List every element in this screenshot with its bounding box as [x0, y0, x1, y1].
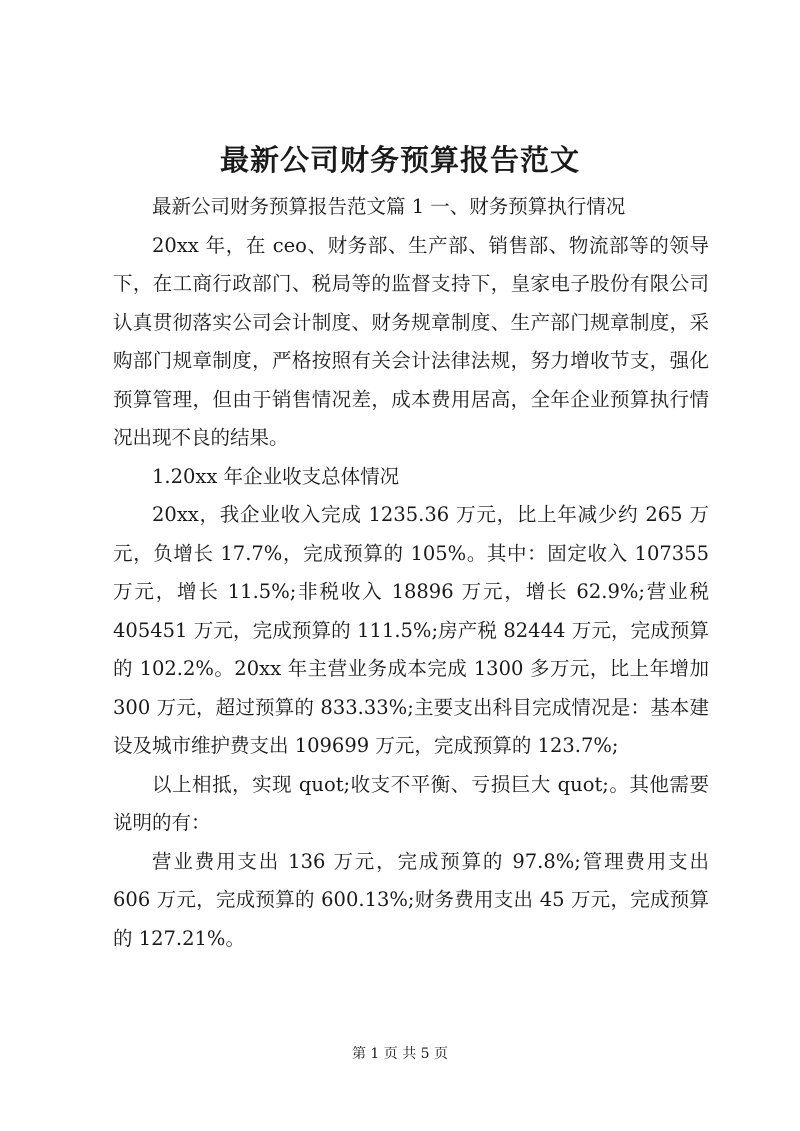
document-body [113, 188, 709, 958]
paragraph-balance-summary: 以上相抵，实现 quot;收支不平衡、亏损巨大 quot;。其他需要说明的有： [113, 772, 709, 834]
document-title: 最新公司财务预算报告范文 [219, 143, 580, 177]
page-number: 第 1 页 共 5 页 [351, 1046, 449, 1062]
paragraph-expense-details: 营业费用支出 136 万元，完成预算的 97.8%;管理费用支出 606 万元，完成预算的 600.13%;财务费用支出 45 万元，完成预算的 127.21%。 [113, 849, 709, 950]
paragraph-section-heading: 最新公司财务预算报告范文篇 1 一、财务预算执行情况 [152, 195, 626, 218]
paragraph-subheading-income-expense: 1.20xx 年企业收支总体情况 [152, 464, 400, 488]
paragraph-execution-overview: 20xx 年，在 ceo、财务部、生产部、销售部、物流部等的领导下，在工商行政部门、税局等的监督支持下，皇家电子股份有限公司认真贯彻落实公司会计制度、财务规章制度、生产部门规章制度，采购部门规章制度，严格按照有关会计法律法规，努力增收节支，强化预算管理，但由于销售情况差，成本费用居高，全年企业预算执行情况出现不良的结果。 [113, 233, 709, 449]
paragraph-income-details: 20xx，我企业收入完成 1235.36 万元，比上年减少约 265 万元，负增长 17.7%，完成预算的 105%。其中：固定收入 107355 万元，增长 11.5%;非税收入 18896 万元，增长 62.9%;营业税 405451 万元，完成预算的 111.5%;房产税 82444 万元，完成预算的 102.2%。20xx 年主营业务成本完成 1300 多万元，比上年增加 300 万元，超过预算的 833.33%;主要支出科目完成情况是：基本建设及城市维护费支出 109699 万元，完成预算的 123.7%; [113, 503, 709, 757]
